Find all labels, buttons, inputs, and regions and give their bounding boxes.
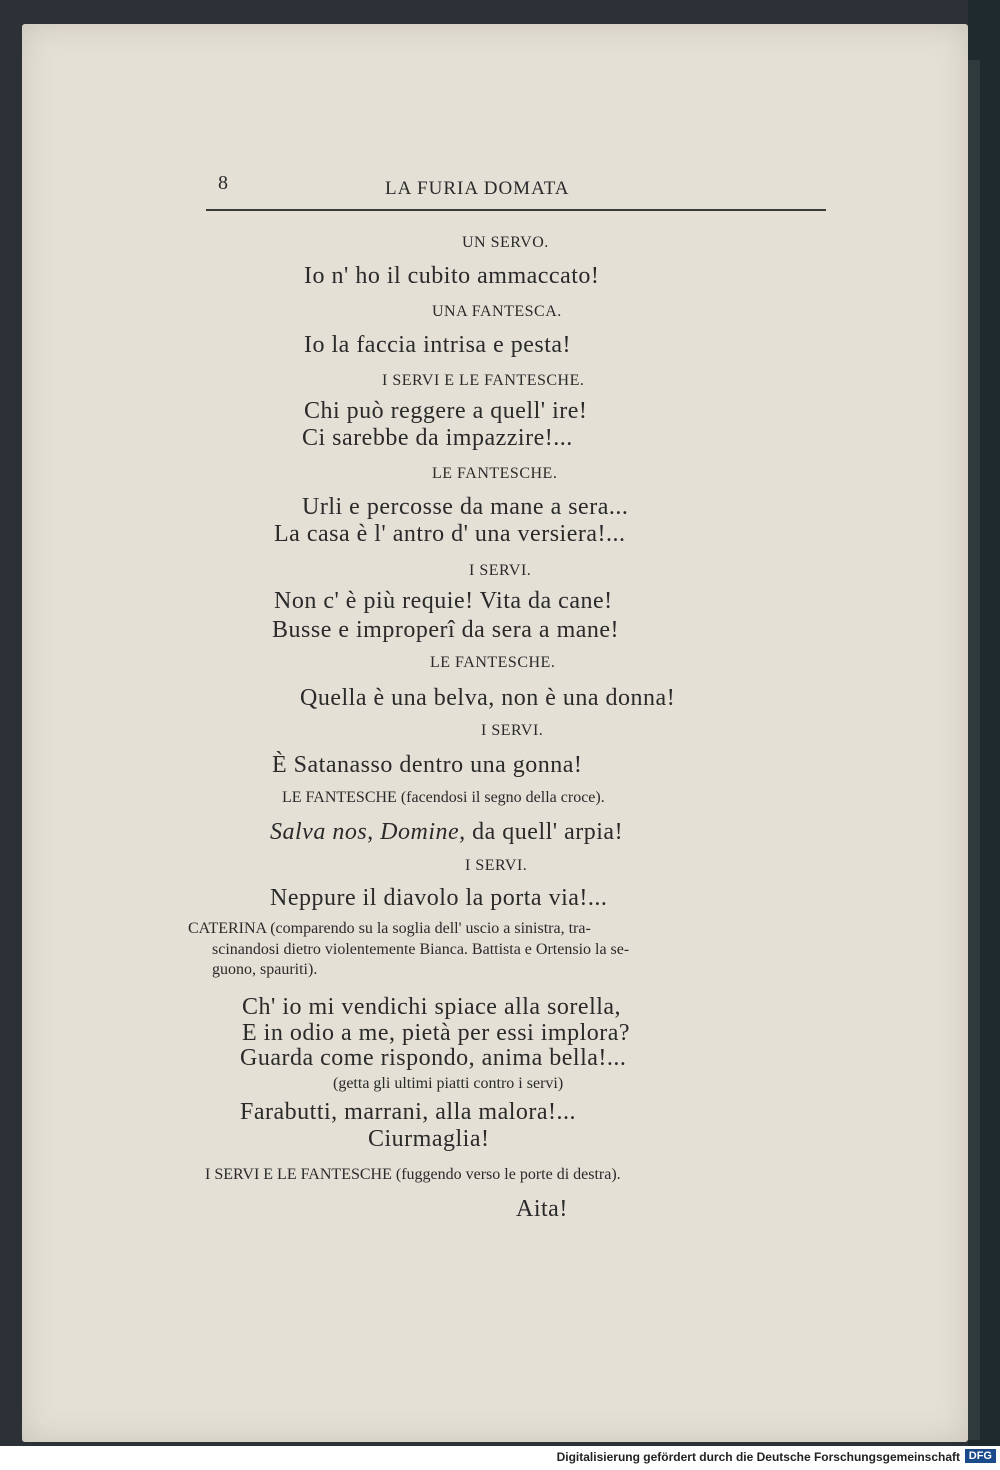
running-title: LA FURIA DOMATA	[385, 178, 570, 199]
stage-direction: scinandosi dietro violentemente Bianca. Battista e Ortensio la se-	[212, 941, 630, 958]
speaker-label: I SERVI.	[481, 722, 544, 739]
verse-line: La casa è l' antro d' una versiera!...	[274, 521, 626, 547]
speaker-label: UNA FANTESCA.	[432, 303, 562, 320]
dfg-logo: DFG	[965, 1449, 996, 1463]
speaker-label: I SERVI.	[469, 562, 532, 579]
funding-note: Digitalisierung gefördert durch die Deutsche Forschungsgemeinschaft	[556, 1450, 960, 1464]
header-rule	[206, 209, 826, 211]
page-number: 8	[218, 172, 228, 194]
verse-line: Urli e percosse da mane a sera...	[302, 494, 629, 520]
speaker-label: I SERVI E LE FANTESCHE.	[382, 372, 585, 389]
verse-line: Ciurmaglia!	[368, 1126, 490, 1152]
verse-line: Aita!	[516, 1196, 568, 1222]
stage-direction: (getta gli ultimi piatti contro i servi)	[333, 1075, 564, 1092]
verse-line: Ch' io mi vendichi spiace alla sorella,	[242, 994, 622, 1020]
verse-line: Farabutti, marrani, alla malora!...	[240, 1099, 577, 1125]
speaker-label: LE FANTESCHE.	[430, 654, 556, 671]
stage-direction: I SERVI E LE FANTESCHE (fuggendo verso le porte di destra).	[205, 1166, 621, 1183]
speaker-label: LE FANTESCHE.	[432, 465, 558, 482]
verse-line: E in odio a me, pietà per essi implora?	[242, 1020, 631, 1046]
verse-line: Io n' ho il cubito ammaccato!	[304, 263, 600, 289]
spine-edge	[968, 60, 980, 1440]
speaker-label: I SERVI.	[465, 857, 528, 874]
speaker-label: UN SERVO.	[462, 234, 549, 251]
verse-line: Guarda come rispondo, anima bella!...	[240, 1045, 627, 1071]
verse-line: Io la faccia intrisa e pesta!	[304, 332, 572, 358]
verse-line: È Satanasso dentro una gonna!	[272, 752, 583, 778]
verse-line: Neppure il diavolo la porta via!...	[270, 885, 608, 911]
stage-direction: guono, spauriti).	[212, 961, 318, 978]
verse-text: da quell' arpia!	[465, 819, 624, 845]
verse-line: Quella è una belva, non è una donna!	[300, 685, 676, 711]
verse-line: Non c' è più requie! Vita da cane!	[274, 588, 613, 614]
verse-line: Busse e improperî da sera a mane!	[272, 617, 620, 643]
verse-line	[270, 819, 623, 846]
verse-line: Ci sarebbe da impazzire!...	[302, 425, 573, 451]
stage-direction: LE FANTESCHE (facendosi il segno della croce).	[282, 789, 605, 806]
latin-phrase: Salva nos, Domine,	[270, 819, 466, 845]
stage-direction: CATERINA (comparendo su la soglia dell' uscio a sinistra, tra-	[188, 920, 591, 937]
verse-line: Chi può reggere a quell' ire!	[304, 398, 588, 424]
